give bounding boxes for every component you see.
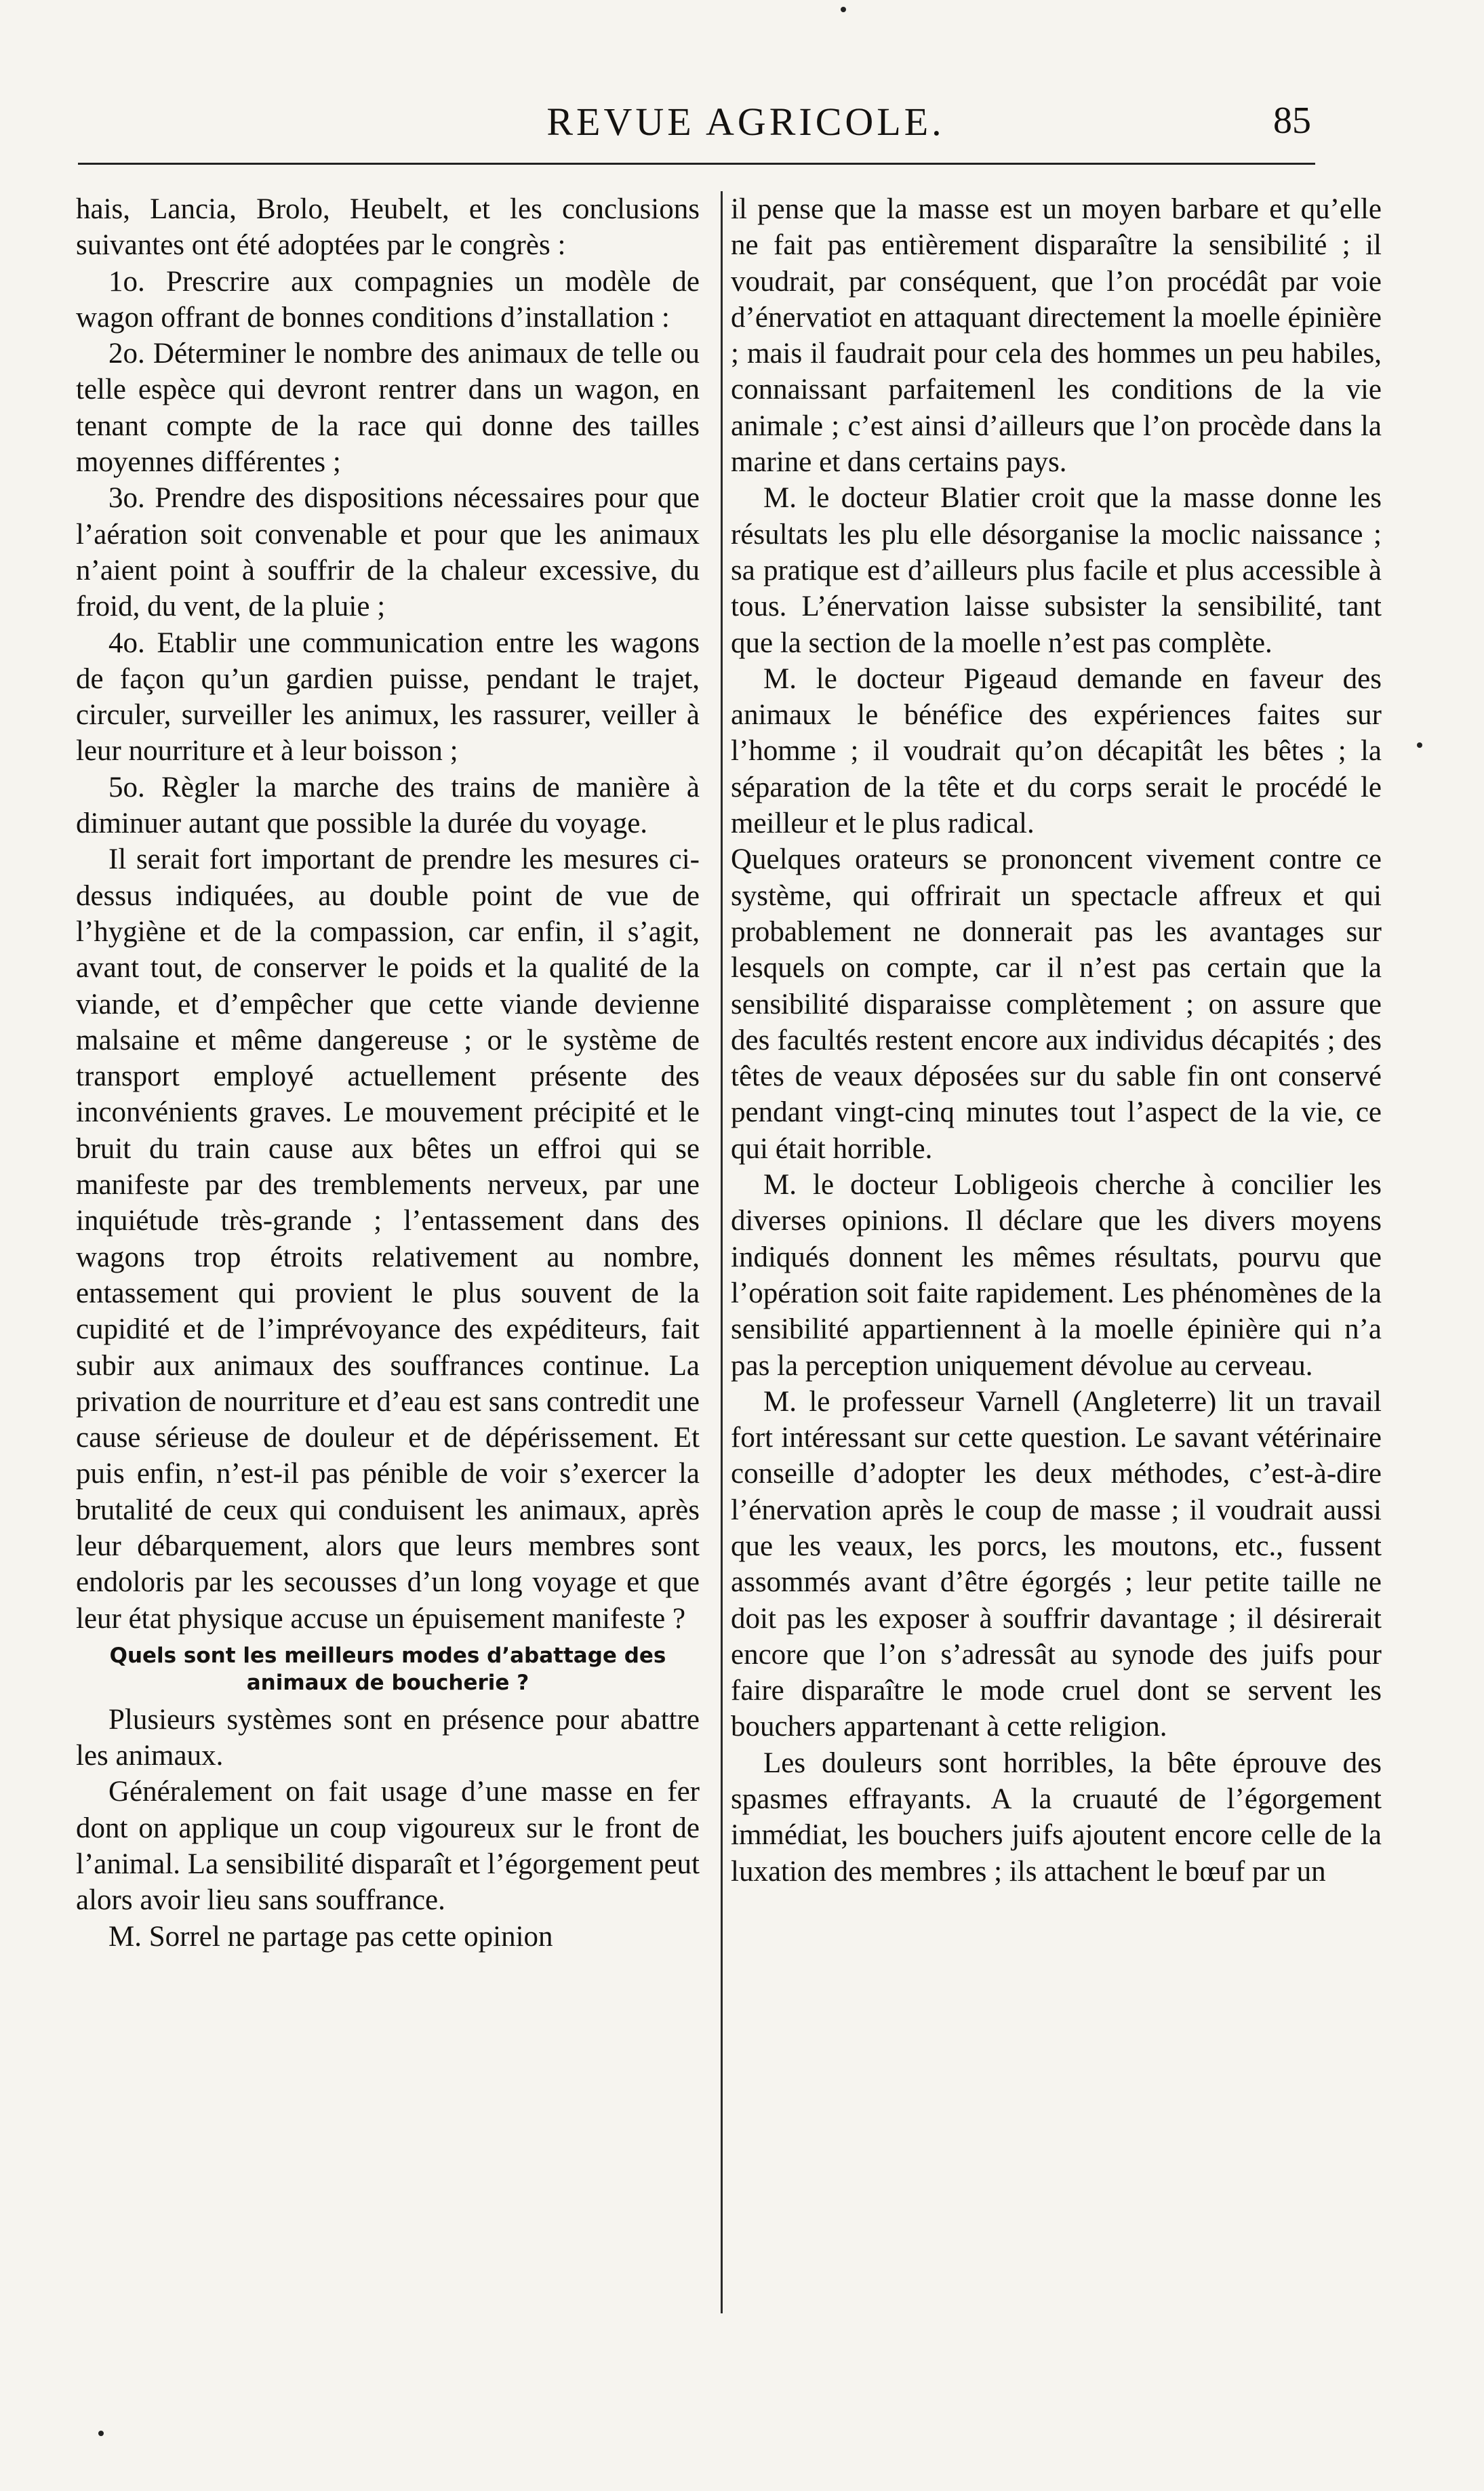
header-rule xyxy=(78,163,1315,165)
paragraph: Quelques orateurs se prononcent vivement contre ce système, qui offrirait un spectacle affreux et qui probablement ne donnerait pas les avantages sur lesquels on compte, car il n’est pas certain que la sensibilité disparaisse complètement ; on assure que des facultés restent encore aux individus décapités ; des têtes de veaux déposées sur du sable fin ont conservé pendant vingt-cinq minutes tout l’aspect de la vie, ce qui était horrible. xyxy=(731,843,1382,1165)
paragraph: Les douleurs sont horribles, la bête éprouve des spasmes effrayants. A la cruauté de l’égorgement immédiat, les bouchers juifs ajoutent encore celle de la luxation des membres ; ils attachent le bœuf par un xyxy=(731,1747,1382,1888)
paragraph: 5o. Règler la marche des trains de manière à diminuer autant que possible la durée du voyage. xyxy=(76,771,700,840)
page-number: 85 xyxy=(1273,100,1311,142)
paragraph: 1o. Prescrire aux compagnies un modèle de wagon offrant de bonnes conditions d’installation : xyxy=(76,265,700,334)
left-column xyxy=(76,191,700,1955)
right-column xyxy=(731,191,1382,1890)
page-header xyxy=(0,95,1484,156)
ink-speck xyxy=(841,7,846,12)
paragraph: 2o. Déterminer le nombre des animaux de telle ou telle espèce qui devront rentrer dans un wagon, en tenant compte de la race qui donne des tailles moyennes différentes ; xyxy=(76,338,700,479)
paragraph: il pense que la masse est un moyen barbare et qu’elle ne fait pas entièrement disparaître la sensibilité ; il voudrait, par conséquent, que l’on procédât par voie d’énervatiot en attaquant directement la moelle épinière ; mais il faudrait pour cela des hommes un peu habiles, connaissant parfaitemenl les conditions de la vie animale ; c’est ainsi d’ailleurs que l’on procède dans la marine et dans certains pays. xyxy=(731,193,1382,479)
paragraph: M. le docteur Blatier croit que la masse donne les résultats les plu elle désorganise la moclic naissance ; sa pratique est d’ailleurs plus facile et plus accessible à tous. L’énervation laisse subsister la sensibilité, tant que la section de la moelle n’est pas complète. xyxy=(731,482,1382,659)
ink-speck xyxy=(98,2431,104,2436)
ink-speck xyxy=(1417,742,1422,748)
paragraph: Il serait fort important de prendre les mesures ci-dessus indiquées, au double point de vue de l’hygiène et de la compassion, car enfin, il s’agit, avant tout, de conserver le poids et la qualité de la viande, et d’empêcher que cette viande devienne malsaine et même dangereuse ; or le système de transport employé actuellement présente des inconvénients graves. Le mouvement précipité et le bruit du train cause aux bêtes un effroi qui se manifeste par des tremblements nerveux, par une inquiétude très-grande ; l’entassement dans des wagons trop étroits relativement au nombre, entassement qui provient le plus souvent de la cupidité et de l’imprévoyance des expéditeurs, fait subir aux animaux des souffrances continue. La privation de nourriture et d’eau est sans contredit une cause sérieuse de douleur et de dépérissement. Et puis enfin, n’est-il pas pénible de voir s’exercer la brutalité de ceux qui conduisent les animaux, après leur débarquement, alors que leurs membres sont endoloris par les secousses d’un long voyage et que leur état physique accuse un épuisement manifeste ? xyxy=(76,843,700,1635)
running-title: REVUE AGRICOLE. xyxy=(546,100,945,144)
paragraph: M. le docteur Pigeaud demande en faveur des animaux le bénéfice des expériences faites sur l’homme ; il voudrait qu’on décapitât les bêtes ; la séparation de la tête et du corps serait le procédé le meilleur et le plus radical. xyxy=(731,662,1382,840)
paragraph: M. le docteur Lobligeois cherche à concilier les diverses opinions. Il déclare que les divers moyens indiqués donnent les mêmes résultats, pourvu que l’opération soit faite rapidement. Les phénomènes de la sensibilité appartiennent à la moelle épinière qui n’a pas la perception uniquement dévolue au cerveau. xyxy=(731,1169,1382,1382)
paragraph: hais, Lancia, Brolo, Heubelt, et les conclusions suivantes ont été adoptées par le congrès : xyxy=(76,193,700,262)
column-divider xyxy=(721,191,723,2313)
paragraph: 4o. Etablir une communication entre les wagons de façon qu’un gardien puisse, pendant le trajet, circuler, surveiller les animux, les rassurer, veiller à leur nourriture et à leur boisson ; xyxy=(76,626,700,768)
paragraph: Plusieurs systèmes sont en présence pour abattre les animaux. xyxy=(76,1703,700,1772)
paragraph: 3o. Prendre des dispositions nécessaires pour que l’aération soit convenable et pour que les animaux n’aient point à souffrir de la chaleur excessive, du froid, du vent, de la pluie ; xyxy=(76,482,700,623)
section-heading: Quels sont les meilleurs modes d’abattage des animaux de boucherie ? xyxy=(109,1643,666,1695)
paragraph: M. Sorrel ne partage pas cette opinion xyxy=(108,1920,553,1953)
paragraph: M. le professeur Varnell (Angleterre) lit un travail fort intéressant sur cette question. Le savant vétérinaire conseille d’adopter les deux méthodes, c’est-à-dire l’énervation après le coup de masse ; il voudrait aussi que les veaux, les porcs, les moutons, etc., fussent assommés avant d’être égorgés ; leur petite taille ne doit pas les exposer à souffrir davantage ; il désirerait encore que l’on s’adressât au synode des juifs pour faire disparaître le mode cruel dont se servent les bouchers appartenant à cette religion. xyxy=(731,1385,1382,1743)
paragraph: Généralement on fait usage d’une masse en fer dont on applique un coup vigoureux sur le front de l’animal. La sensibilité disparaît et l’égorgement peut alors avoir lieu sans souffrance. xyxy=(76,1776,700,1917)
